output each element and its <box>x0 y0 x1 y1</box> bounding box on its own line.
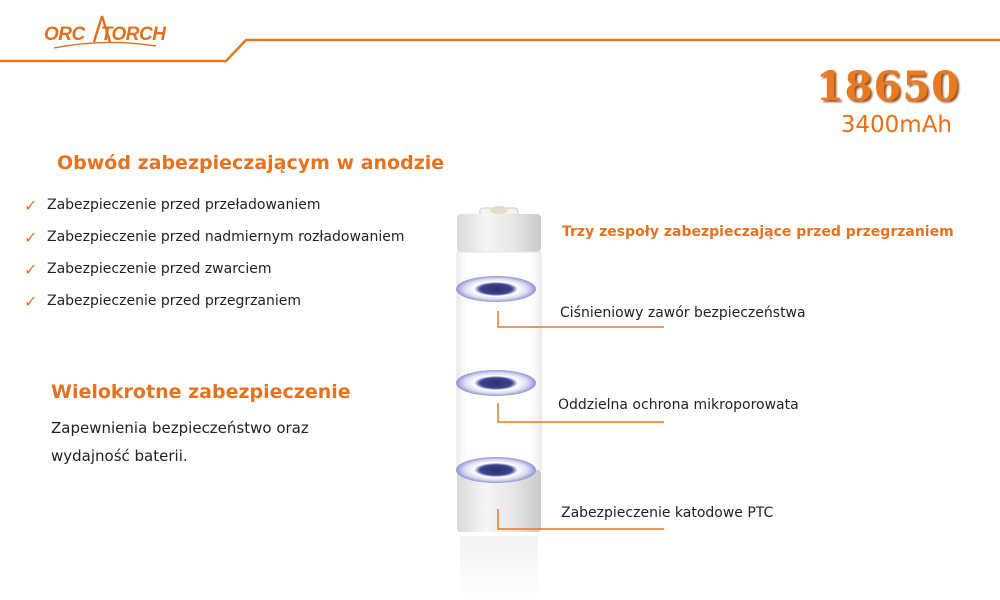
list-item <box>24 229 405 261</box>
logo-text-left: ORC <box>44 24 85 45</box>
feature-text: Zabezpieczenie przed przeładowaniem <box>47 197 321 213</box>
logo-text-right: TORCH <box>100 24 166 45</box>
description-line: wydajność baterii. <box>51 447 188 465</box>
multi-protection-description <box>51 414 381 470</box>
battery-illustration <box>440 198 560 600</box>
feature-text: Zabezpieczenie przed przegrzaniem <box>47 293 302 309</box>
callout-pressure-valve: Ciśnieniowy zawór bezpieczeństwa <box>560 305 806 321</box>
feature-text: Zabezpieczenie przed zwarciem <box>47 261 272 277</box>
feature-list <box>24 197 405 325</box>
list-item <box>24 197 405 229</box>
logo-text <box>44 24 165 46</box>
callout-ptc-cathode: Zabezpieczenie katodowe PTC <box>561 505 774 521</box>
check-icon: ✓ <box>24 228 38 247</box>
anode-section-title: Obwód zabezpieczającym w anodzie <box>57 152 445 174</box>
check-icon: ✓ <box>24 260 38 279</box>
brand-logo <box>44 12 216 52</box>
capacity-label: 3400mAh <box>840 112 952 138</box>
check-icon: ✓ <box>24 196 38 215</box>
thermal-protection-title: Trzy zespoły zabezpieczające przed przegrzaniem <box>562 224 954 240</box>
description-line: Zapewnienia bezpieczeństwo oraz <box>51 419 309 437</box>
multi-protection-title: Wielokrotne zabezpieczenie <box>51 381 351 403</box>
check-icon: ✓ <box>24 292 38 311</box>
list-item <box>24 261 405 293</box>
callout-microporous-protection: Oddzielna ochrona mikroporowata <box>558 397 799 413</box>
model-number: 18650 <box>815 63 960 110</box>
feature-text: Zabezpieczenie przed nadmiernym rozładowaniem <box>47 229 405 245</box>
list-item <box>24 293 405 325</box>
